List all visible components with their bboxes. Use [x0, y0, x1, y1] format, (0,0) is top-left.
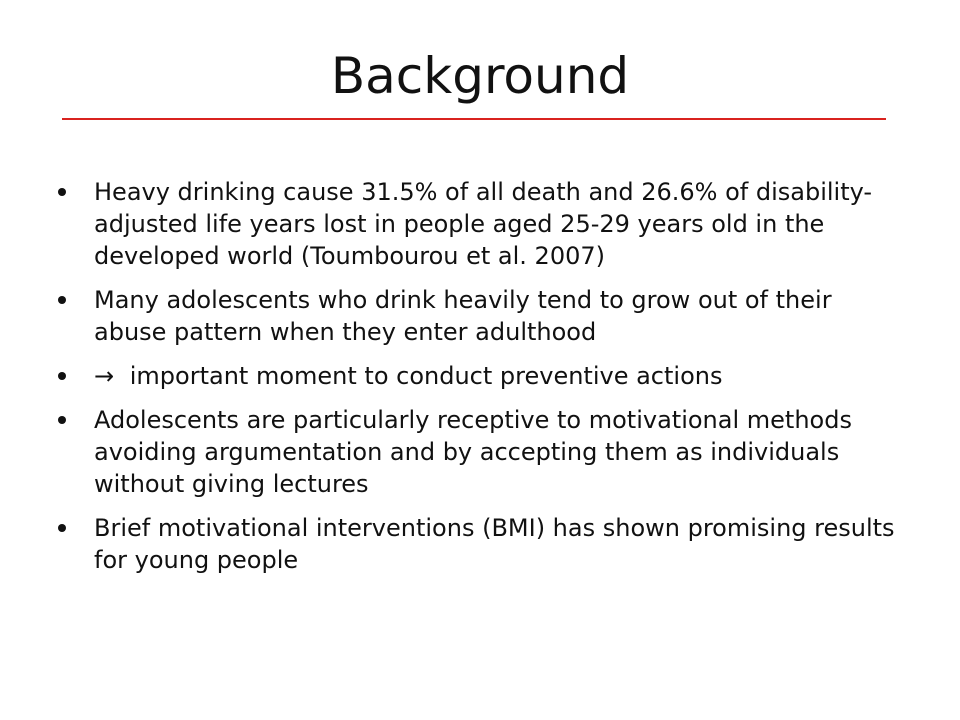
bullet-item — [58, 512, 908, 576]
bullet-dot-icon — [58, 296, 66, 304]
bullet-item — [58, 360, 908, 392]
bullet-text: important moment to conduct preventive actions — [129, 362, 723, 390]
right-arrow-icon: → — [94, 362, 115, 390]
bullet-item — [58, 176, 908, 272]
bullet-dot-icon — [58, 188, 66, 196]
bullet-list — [58, 176, 908, 588]
bullet-item — [58, 284, 908, 348]
slide-title: Background — [330, 47, 630, 105]
bullet-dot-icon — [58, 372, 66, 380]
bullet-item — [58, 404, 908, 500]
bullet-text: Brief motivational interventions (BMI) has shown promising results for young people — [94, 514, 895, 574]
bullet-text: Many adolescents who drink heavily tend to grow out of their abuse pattern when they enter adulthood — [94, 286, 832, 346]
title-underline — [62, 118, 886, 120]
bullet-dot-icon — [58, 416, 66, 424]
bullet-dot-icon — [58, 524, 66, 532]
bullet-text: Adolescents are particularly receptive to motivational methods avoiding argumentation and by accepting them as individuals without giving lectures — [94, 406, 852, 498]
bullet-text: Heavy drinking cause 31.5% of all death and 26.6% of disability-adjusted life years lost in people aged 25-29 years old in the developed world (Toumbourou et al. 2007) — [94, 178, 873, 270]
